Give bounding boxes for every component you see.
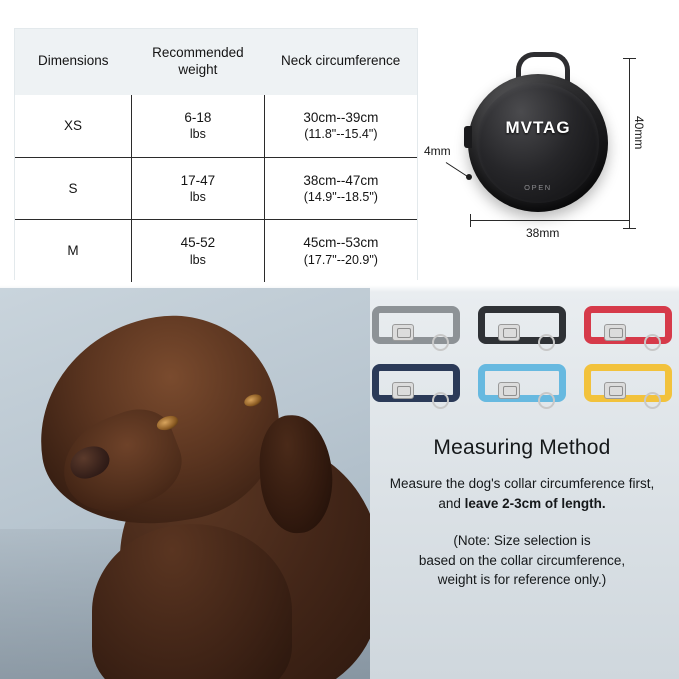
cell-weight bbox=[132, 220, 265, 282]
measuring-line-2-bold: leave 2-3cm of length. bbox=[464, 495, 606, 511]
collar-d-ring bbox=[432, 334, 449, 351]
width-dimension-text: 38mm bbox=[526, 226, 560, 240]
height-dimension-line bbox=[629, 58, 630, 228]
thickness-leader-line bbox=[446, 162, 470, 178]
measuring-note bbox=[372, 531, 672, 590]
table-row bbox=[15, 95, 417, 157]
collar-swatch-light-blue[interactable] bbox=[478, 358, 566, 408]
header-recommended-weight: Recommended weight bbox=[152, 45, 244, 77]
neck-cm: 30cm--39cm bbox=[303, 109, 379, 125]
cell-size: XS bbox=[64, 117, 83, 133]
neck-inches: (14.9"--18.5") bbox=[303, 190, 378, 205]
weight-unit: lbs bbox=[189, 127, 206, 142]
weight-unit: lbs bbox=[189, 190, 206, 205]
device-brand-label: MVTAG bbox=[505, 118, 571, 137]
collar-swatch-black[interactable] bbox=[478, 300, 566, 350]
collar-buckle bbox=[604, 382, 626, 399]
collar-d-ring bbox=[538, 334, 555, 351]
device-side-button bbox=[464, 126, 472, 148]
collar-d-ring bbox=[644, 334, 661, 351]
collar-swatch-navy[interactable] bbox=[372, 358, 460, 408]
height-tick-top bbox=[623, 58, 636, 59]
cell-size: S bbox=[15, 157, 132, 220]
size-table-head bbox=[15, 29, 417, 95]
cell-weight bbox=[132, 157, 265, 220]
neck-cm: 45cm--53cm bbox=[303, 235, 379, 251]
weight-value: 17-47 bbox=[180, 172, 216, 188]
header-dimensions: Dimensions bbox=[38, 53, 109, 69]
weight-value: 45-52 bbox=[180, 235, 216, 251]
measuring-instructions bbox=[372, 474, 672, 513]
size-table bbox=[15, 29, 417, 282]
dog-eye-right bbox=[243, 392, 264, 408]
neck-inches: (11.8"--15.4") bbox=[304, 127, 378, 142]
cell-neck bbox=[264, 95, 417, 157]
header-neck-circumference: Neck circumference bbox=[280, 53, 401, 69]
device-diagram bbox=[424, 34, 666, 272]
height-dimension-text: 40mm bbox=[632, 116, 646, 150]
cell-weight bbox=[132, 95, 265, 157]
cell-size: M bbox=[15, 220, 132, 282]
neck-inches: (17.7"--20.9") bbox=[303, 252, 378, 267]
table-row bbox=[15, 220, 417, 282]
thickness-dimension-text: 4mm bbox=[424, 144, 451, 158]
cell-neck bbox=[264, 157, 417, 220]
collar-d-ring bbox=[538, 392, 555, 409]
width-tick-left bbox=[470, 214, 471, 227]
size-table-body bbox=[15, 95, 417, 282]
collar-swatch-gray[interactable] bbox=[372, 300, 460, 350]
device-open-label: OPEN bbox=[524, 183, 552, 192]
collar-swatch-red[interactable] bbox=[584, 300, 672, 350]
table-row bbox=[15, 157, 417, 220]
measuring-method-title: Measuring Method bbox=[433, 436, 611, 459]
collar-d-ring bbox=[432, 392, 449, 409]
width-dimension-line bbox=[470, 220, 630, 221]
collar-buckle bbox=[392, 324, 414, 341]
neck-cm: 38cm--47cm bbox=[303, 172, 379, 188]
note-line-1: (Note: Size selection is bbox=[453, 533, 591, 549]
collar-buckle bbox=[498, 382, 520, 399]
collar-swatch-yellow[interactable] bbox=[584, 358, 672, 408]
device-body bbox=[468, 74, 608, 212]
width-tick-right bbox=[629, 214, 630, 227]
note-line-2: based on the collar circumference, bbox=[418, 552, 626, 568]
collar-buckle bbox=[498, 324, 520, 341]
weight-unit: lbs bbox=[189, 252, 206, 267]
measuring-method-section bbox=[372, 436, 672, 606]
measuring-line-1: Measure the dog's collar circumference first, bbox=[389, 476, 655, 491]
height-tick-bottom bbox=[623, 228, 636, 229]
note-line-3: weight is for reference only.) bbox=[437, 572, 607, 588]
table-header-row bbox=[15, 29, 417, 95]
collar-color-options bbox=[372, 300, 672, 420]
size-table-card bbox=[14, 28, 418, 280]
collar-buckle bbox=[392, 382, 414, 399]
cell-neck bbox=[264, 220, 417, 282]
measuring-line-2-prefix: and bbox=[438, 495, 465, 511]
dog-photo bbox=[0, 288, 370, 679]
collar-d-ring bbox=[644, 392, 661, 409]
weight-value: 6-18 bbox=[184, 109, 212, 125]
collar-buckle bbox=[604, 324, 626, 341]
